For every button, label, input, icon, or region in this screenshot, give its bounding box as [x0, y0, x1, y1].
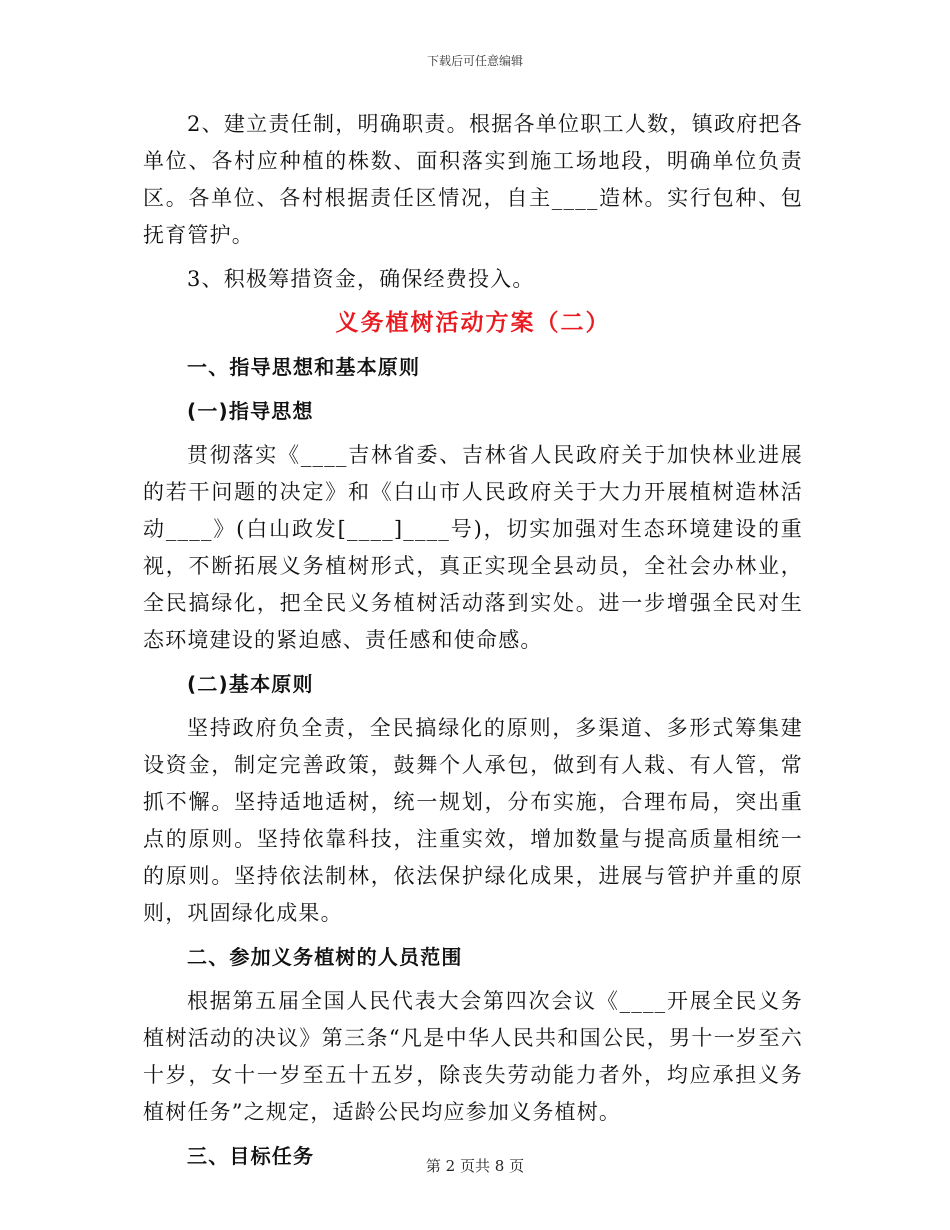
heading-participants: 二、参加义务植树的人员范围	[187, 945, 463, 969]
paragraph-funding: 3、积极筹措资金，确保经费投入。	[187, 267, 535, 291]
heading-guiding-principles: 一、指导思想和基本原则	[187, 355, 421, 379]
section-title: 义务植树活动方案（二）	[335, 310, 611, 336]
paragraph-guiding-thought: 贯彻落实《____吉林省委、吉林省人民政府关于加快林业进展的若干问题的决定》和《白山市人民政府关于大力开展植树造林活动____》(白山政发[____]____号)，切实加强对生态环境建设的重视，不断拓展义务植树形式，真正实现全县动员，全社会办林业，全民搞绿化，把全民义务植树活动落到实处。进一步增强全民对生态环境建设的紧迫感、责任感和使命感。	[143, 443, 803, 652]
paragraph-basic-principles: 坚持政府负全责，全民搞绿化的原则，多渠道、多形式筹集建设资金，制定完善政策，鼓舞个人承包，做到有人栽、有人管，常抓不懈。坚持适地适树，统一规划，分布实施，合理布局，突出重点的原则。坚持依靠科技，注重实效，增加数量与提高质量相统一的原则。坚持依法制林，依法保护绿化成果，进展与管护并重的原则，巩固绿化成果。	[143, 716, 803, 925]
document-body	[143, 106, 803, 1182]
page-header-note: 下载后可任意编辑	[426, 54, 523, 68]
page-number: 第 2 页共 8 页	[425, 1157, 525, 1175]
subheading-basic-principles: (二)基本原则	[187, 672, 314, 696]
paragraph-participants: 根据第五届全国人民代表大会第四次会议《____开展全民义务植树活动的决议》第三条“凡是中华人民共和国公民，男十一岁至六十岁，女十一岁至五十五岁，除丧失劳动能力者外，均应承担义务植树任务”之规定，适龄公民均应参加义务植树。	[143, 989, 803, 1124]
subheading-guiding-thought: (一)指导思想	[187, 399, 314, 423]
paragraph-responsibility: 2、建立责任制，明确职责。根据各单位职工人数，镇政府把各单位、各村应种植的株数、面积落实到施工场地段，明确单位负责区。各单位、各村根据责任区情况，自主____造林。实行包种、包抚育管护。	[143, 112, 803, 247]
heading-targets: 三、目标任务	[187, 1144, 315, 1168]
